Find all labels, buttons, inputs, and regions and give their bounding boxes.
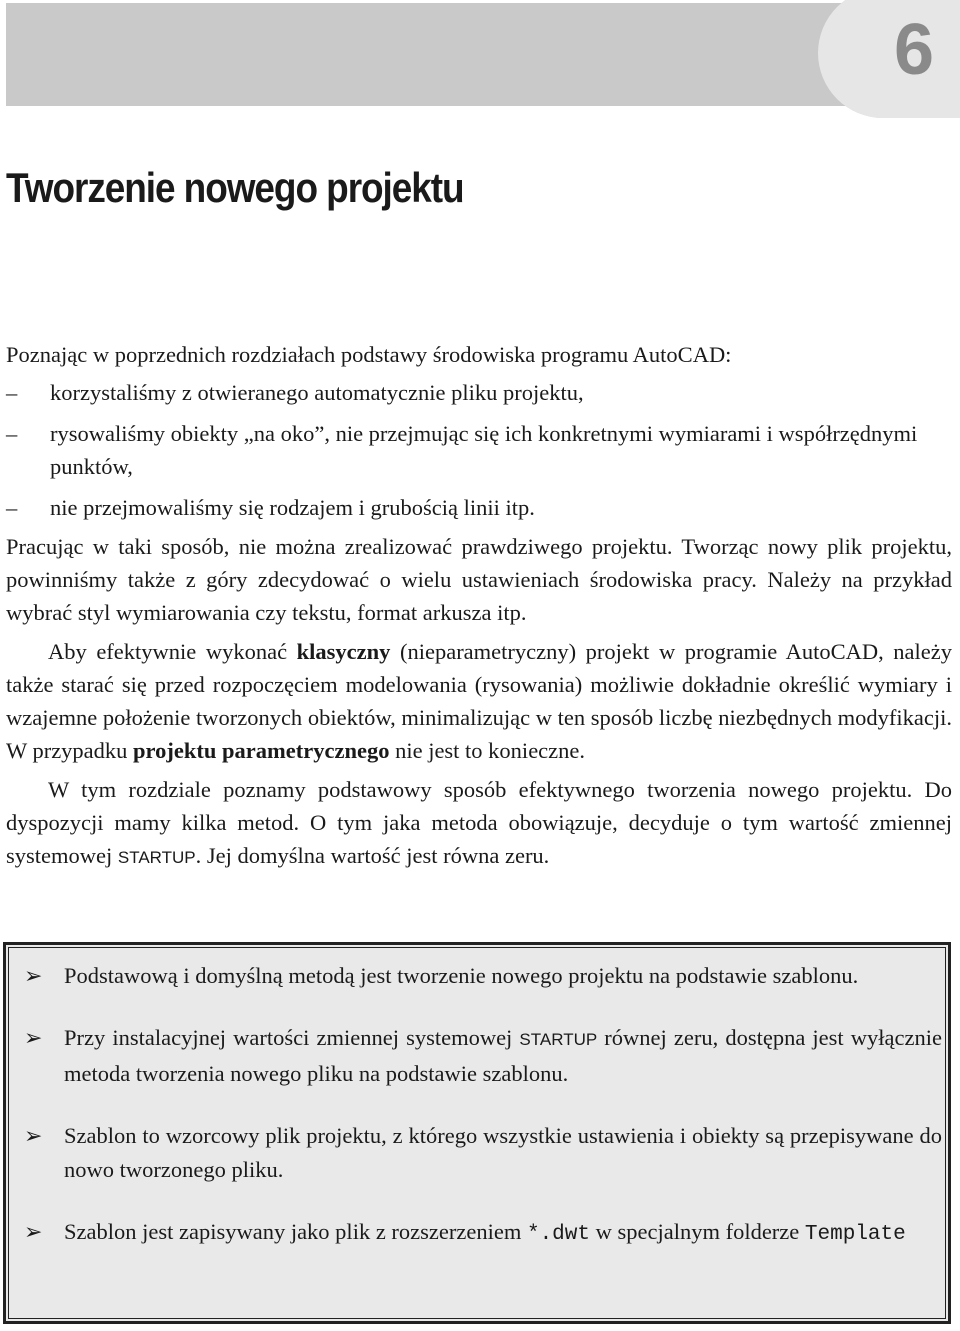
dash-marker: –	[6, 380, 18, 405]
paragraph-2: Aby efektywnie wykonać klasyczny (nieparametryczny) projekt w programie AutoCAD, należy także starać się przed rozpoczęciem modelowania (rysowania) możliwie dokładnie określić wymiary i wzajemne położenie tworzonych obiektów, minimalizując w ten sposób liczbę niezbędnych modyfikacji. W przypadku projektu parametrycznego nie jest to konieczne.	[6, 639, 952, 763]
chapter-number: 6	[893, 10, 935, 90]
chapter-title: Tworzenie nowego projektu	[6, 164, 464, 211]
list-item: ➢ Szablon jest zapisywany jako plik z rozszerzeniem *.dwt w specjalnym folderze Template	[24, 1215, 942, 1252]
list-item: – rysowaliśmy obiekty „na oko”, nie przejmując się ich konkretnymi wymiarami i współrzędnymi punktów,	[6, 417, 952, 483]
paragraph-1: Pracując w taki sposób, nie można zrealizować prawdziwego projektu. Tworząc nowy plik projektu, powinniśmy także z góry zdecydować o wielu ustawieniach środowiska pracy. Należy na przykład wybrać styl wymiarowania czy tekstu, format arkusza itp.	[6, 534, 952, 625]
code-startup: STARTUP	[519, 1030, 598, 1049]
code-startup: STARTUP	[117, 848, 196, 867]
code-extension: *.dwt	[526, 1223, 590, 1246]
intro-paragraph: Poznając w poprzednich rozdziałach podstawy środowiska programu AutoCAD:	[6, 342, 732, 367]
body-text	[6, 338, 952, 874]
dash-list	[6, 376, 952, 524]
arrow-list	[24, 959, 942, 1280]
dash-marker: –	[6, 421, 18, 446]
list-item: – nie przejmowaliśmy się rodzajem i grubością linii itp.	[6, 491, 952, 524]
list-item: – korzystaliśmy z otwieranego automatycznie pliku projektu,	[6, 376, 952, 409]
list-item: ➢ Szablon to wzorcowy plik projektu, z którego wszystkie ustawienia i obiekty są przepisywane do nowo tworzonego pliku.	[24, 1119, 942, 1187]
arrow-bullet-icon: ➢	[24, 1123, 43, 1148]
arrow-bullet-icon: ➢	[24, 1025, 43, 1050]
header-band	[6, 3, 950, 106]
dash-marker: –	[6, 495, 18, 520]
arrow-bullet-icon: ➢	[24, 1219, 43, 1244]
arrow-bullet-icon: ➢	[24, 963, 43, 988]
list-item: ➢ Podstawową i domyślną metodą jest tworzenie nowego projektu na podstawie szablonu.	[24, 959, 942, 993]
list-item: ➢ Przy instalacyjnej wartości zmiennej systemowej STARTUP równej zeru, dostępna jest wyłącznie metoda tworzenia nowego pliku na podstawie szablonu.	[24, 1021, 942, 1091]
code-folder: Template	[804, 1223, 906, 1246]
paragraph-3: W tym rozdziale poznamy podstawowy sposób efektywnego tworzenia nowego projektu. Do dyspozycji mamy kilka metod. O tym jaka metoda obowiązuje, decyduje o tym wartość zmiennej systemowej STARTUP. Jej domyślna wartość jest równa zeru.	[6, 777, 952, 868]
info-box	[3, 942, 951, 1324]
